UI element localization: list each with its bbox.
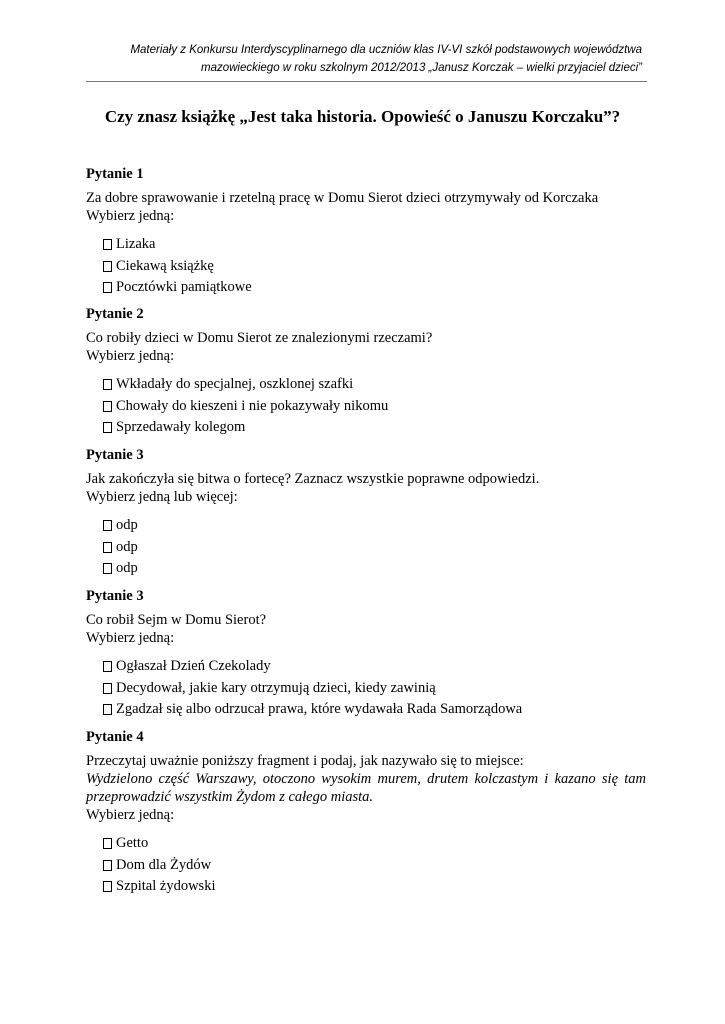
question-instruction: Wybierz jedną: (86, 807, 175, 823)
checkbox-icon[interactable] (103, 422, 112, 433)
answer-option[interactable] (103, 396, 646, 418)
checkbox-icon[interactable] (103, 261, 112, 272)
answer-option[interactable] (103, 699, 646, 721)
checkbox-icon[interactable] (103, 401, 112, 412)
checkbox-icon[interactable] (103, 860, 112, 871)
option-label: odp (116, 560, 138, 576)
answer-option[interactable] (103, 256, 646, 278)
question-prompt: Za dobre sprawowanie i rzetelną pracę w Domu Sierot dzieci otrzymywały od Korczaka (86, 190, 599, 206)
checkbox-icon[interactable] (103, 239, 112, 250)
question-label: Pytanie 2 (86, 306, 144, 322)
checkbox-icon[interactable] (103, 379, 112, 390)
option-label: Ogłaszał Dzień Czekolady (116, 658, 271, 674)
answer-option[interactable] (103, 277, 646, 299)
question-prompt: Co robiły dzieci w Domu Sierot ze znalezionymi rzeczami? (86, 330, 433, 346)
question-instruction: Wybierz jedną: (86, 630, 175, 646)
answer-options (86, 374, 646, 439)
answer-option[interactable] (103, 678, 646, 700)
question-text (86, 189, 646, 225)
answer-option[interactable] (103, 855, 646, 877)
answer-option[interactable] (103, 833, 646, 855)
header-line-1: Materiały z Konkursu Interdyscyplinarnego dla uczniów klas IV-VI szkół podstawowych województwa (130, 44, 642, 56)
option-label: Lizaka (116, 236, 156, 252)
quiz-title: Czy znasz książkę „Jest taka historia. Opowieść o Januszu Korczaku”? (104, 107, 621, 126)
answer-options (86, 833, 646, 898)
option-label: Sprzedawały kolegom (116, 419, 246, 435)
question-label: Pytanie 3 (86, 447, 144, 463)
question-quote: Wydzielono część Warszawy, otoczono wysokim murem, drutem kolczastym i kazano się tam przeprowadzić wszystkim Żydom z całego miasta. (86, 771, 646, 805)
question-instruction: Wybierz jedną lub więcej: (86, 489, 238, 505)
option-label: Decydował, jakie kary otrzymują dzieci, kiedy zawinią (116, 679, 436, 696)
question-prompt: Co robił Sejm w Domu Sierot? (86, 612, 267, 628)
question-instruction: Wybierz jedną: (86, 348, 175, 364)
option-label: Ciekawą książkę (116, 257, 214, 274)
checkbox-icon[interactable] (103, 542, 112, 553)
option-label: odp (116, 517, 138, 533)
answer-option[interactable] (103, 558, 646, 580)
answer-options (86, 515, 646, 580)
question-label: Pytanie 4 (86, 729, 144, 745)
checkbox-icon[interactable] (103, 282, 112, 293)
option-label: odp (116, 538, 138, 555)
answer-option[interactable] (103, 374, 646, 396)
page-header (70, 41, 642, 77)
answer-option[interactable] (103, 234, 646, 256)
question-text (86, 611, 646, 647)
checkbox-icon[interactable] (103, 683, 112, 694)
option-label: Wkładały do specjalnej, oszklonej szafki (116, 376, 354, 392)
answer-options (86, 234, 646, 299)
question-2 (86, 305, 646, 439)
answer-option[interactable] (103, 656, 646, 678)
header-line-2: mazowieckiego w roku szkolnym 2012/2013 „Janusz Korczak – wielki przyjaciel dzieci” (200, 62, 642, 74)
question-text (86, 329, 646, 365)
question-text (86, 470, 646, 506)
question-4 (86, 587, 646, 721)
answer-option[interactable] (103, 417, 646, 439)
answer-options (86, 656, 646, 721)
question-3 (86, 446, 646, 580)
question-prompt: Jak zakończyła się bitwa o fortecę? Zaznacz wszystkie poprawne odpowiedzi. (86, 471, 540, 487)
option-label: Chowały do kieszeni i nie pokazywały nikomu (116, 397, 389, 414)
question-1 (86, 165, 646, 299)
question-label: Pytanie 3 (86, 588, 144, 604)
checkbox-icon[interactable] (103, 563, 112, 574)
option-label: Szpital żydowski (116, 878, 216, 894)
option-label: Zgadzał się albo odrzucał prawa, które wydawała Rada Samorządowa (116, 701, 523, 717)
checkbox-icon[interactable] (103, 704, 112, 715)
checkbox-icon[interactable] (103, 881, 112, 892)
answer-option[interactable] (103, 515, 646, 537)
question-prompt: Przeczytaj uważnie poniższy fragment i podaj, jak nazywało się to miejsce: (86, 753, 524, 769)
answer-option[interactable] (103, 537, 646, 559)
question-5 (86, 728, 646, 898)
answer-option[interactable] (103, 876, 646, 898)
option-label: Getto (116, 835, 149, 851)
question-label: Pytanie 1 (86, 166, 144, 182)
question-text (86, 752, 646, 824)
checkbox-icon[interactable] (103, 838, 112, 849)
question-instruction: Wybierz jedną: (86, 208, 175, 224)
option-label: Dom dla Żydów (116, 856, 212, 873)
checkbox-icon[interactable] (103, 661, 112, 672)
checkbox-icon[interactable] (103, 520, 112, 531)
header-divider (86, 81, 647, 82)
option-label: Pocztówki pamiątkowe (116, 279, 252, 295)
